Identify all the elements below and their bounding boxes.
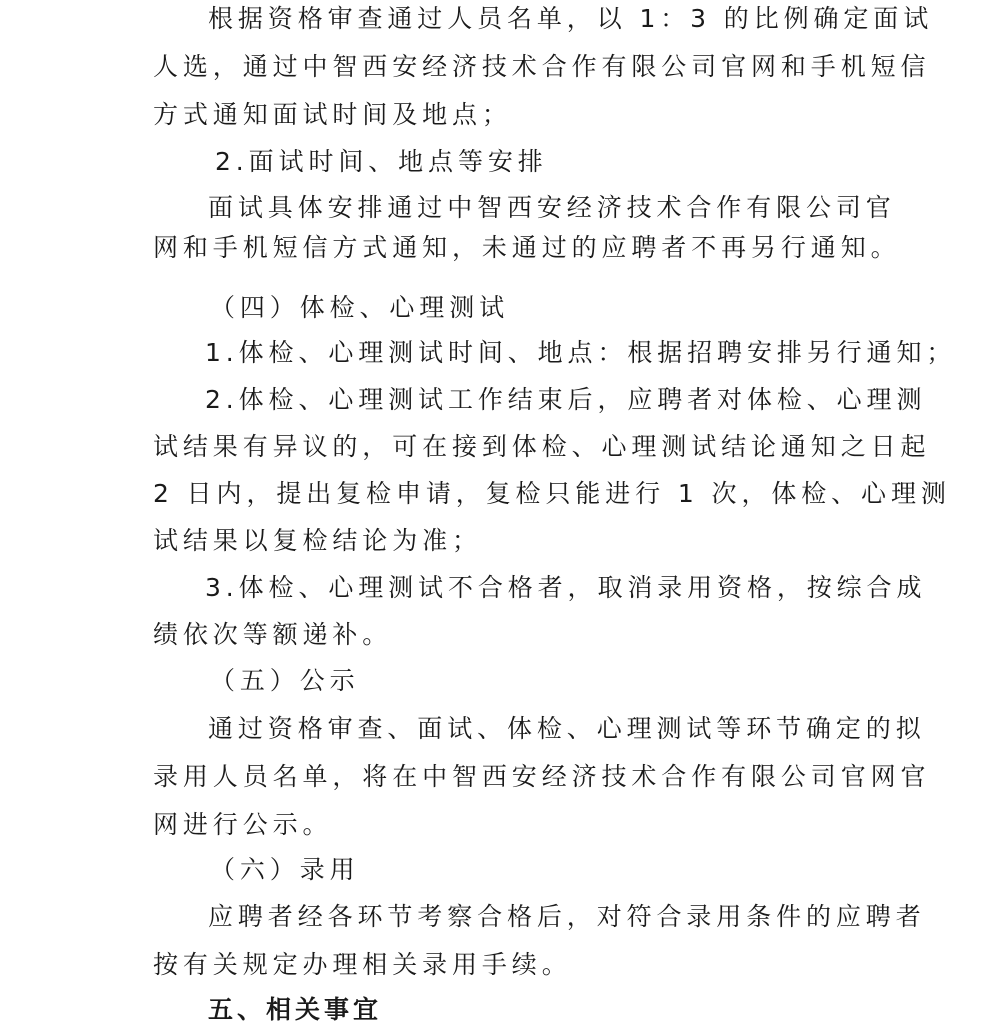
section-heading: （四）体检、心理测试 bbox=[210, 293, 510, 322]
paragraph-line: 试结果以复检结论为准； bbox=[153, 526, 482, 555]
paragraph-line: 根据资格审查通过人员名单，以 1：3 的比例确定面试 bbox=[208, 4, 934, 33]
paragraph-line: 1.体检、心理测试时间、地点：根据招聘安排另行通知； bbox=[205, 338, 957, 367]
paragraph-line: 2.体检、心理测试工作结束后，应聘者对体检、心理测 bbox=[205, 385, 927, 414]
paragraph-line: 面试具体安排通过中智西安经济技术合作有限公司官 bbox=[208, 193, 896, 222]
paragraph-line: 2 日内，提出复检申请，复检只能进行 1 次，体检、心理测 bbox=[153, 479, 951, 508]
paragraph-line: 试结果有异议的，可在接到体检、心理测试结论通知之日起 bbox=[153, 432, 931, 461]
paragraph-line: 方式通知面试时间及地点； bbox=[153, 100, 512, 129]
paragraph-line: 3.体检、心理测试不合格者，取消录用资格，按综合成 bbox=[205, 573, 927, 602]
paragraph-line: 通过资格审查、面试、体检、心理测试等环节确定的拟 bbox=[208, 714, 926, 743]
paragraph-line: 网进行公示。 bbox=[153, 810, 333, 839]
paragraph-line: 应聘者经各环节考察合格后，对符合录用条件的应聘者 bbox=[208, 902, 926, 931]
chapter-heading: 五、相关事宜 bbox=[208, 995, 383, 1024]
section-subheading: 2.面试时间、地点等安排 bbox=[215, 147, 548, 176]
paragraph-line: 绩依次等额递补。 bbox=[153, 620, 393, 649]
paragraph-line: 人选，通过中智西安经济技术合作有限公司官网和手机短信 bbox=[153, 52, 931, 81]
paragraph-line: 录用人员名单，将在中智西安经济技术合作有限公司官网官 bbox=[153, 762, 931, 791]
paragraph-line: 网和手机短信方式通知，未通过的应聘者不再另行通知。 bbox=[153, 233, 901, 262]
paragraph-line: 按有关规定办理相关录用手续。 bbox=[153, 950, 572, 979]
section-heading: （六）录用 bbox=[210, 855, 360, 884]
section-heading: （五）公示 bbox=[210, 666, 360, 695]
